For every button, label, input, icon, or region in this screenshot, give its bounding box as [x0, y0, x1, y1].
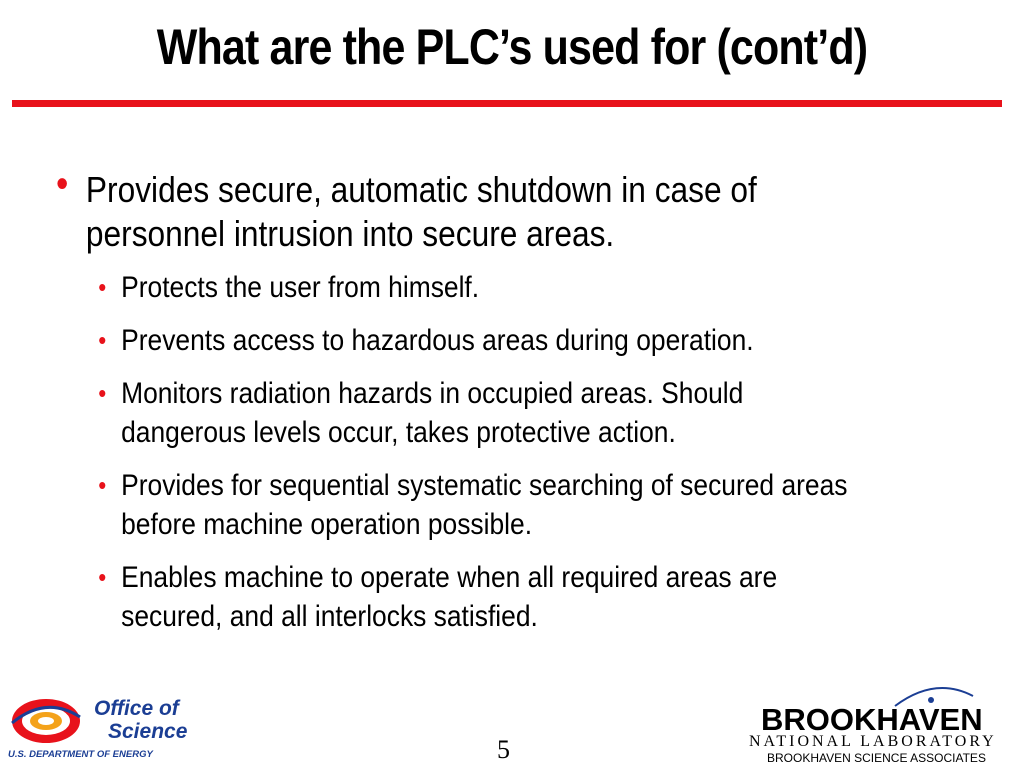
doe-swirl-icon	[12, 699, 80, 743]
sub-bullet	[98, 374, 865, 452]
sub-bullet	[98, 558, 865, 636]
bullet-list	[56, 162, 866, 650]
bullet-marker: •	[98, 470, 107, 500]
bullet-marker: •	[98, 272, 107, 302]
bullet-marker: •	[98, 325, 107, 355]
office-of-science-logo	[6, 693, 216, 763]
science-associates-label: BROOKHAVEN SCIENCE ASSOCIATES	[767, 751, 986, 765]
sub-bullet-text: Enables machine to operate when all required areas are secured, and all interlocks satisfied.	[121, 561, 778, 633]
sub-bullet-text: Monitors radiation hazards in occupied areas. Should dangerous levels occur, takes protective action.	[121, 377, 744, 449]
science-label: Science	[108, 720, 188, 743]
bullet-marker: •	[98, 378, 107, 408]
brookhaven-wordmark: BROOKHAVEN	[761, 702, 983, 737]
sub-bullet-text: Provides for sequential systematic searching of secured areas before machine operation possible.	[121, 469, 848, 541]
page-number: 5	[497, 735, 510, 764]
bullet-marker: •	[98, 562, 107, 592]
slide-title: What are the PLC’s used for (cont’d)	[156, 19, 868, 75]
national-laboratory-label: NATIONAL LABORATORY	[749, 733, 997, 750]
doe-label: U.S. DEPARTMENT OF ENERGY	[8, 749, 153, 760]
office-of-label: Office of	[94, 697, 179, 720]
sub-bullet-text: Protects the user from himself.	[121, 271, 480, 304]
title-underline	[12, 100, 1002, 107]
sub-bullet	[98, 268, 865, 307]
bullet-marker: •	[56, 162, 69, 206]
sub-bullet-text: Prevents access to hazardous areas during operation.	[121, 324, 754, 357]
brookhaven-logo	[745, 684, 1010, 766]
main-bullet-text: Provides secure, automatic shutdown in case of personnel intrusion into secure areas.	[85, 169, 757, 254]
sub-bullet	[98, 466, 865, 544]
main-bullet	[56, 162, 866, 256]
sub-bullet	[98, 321, 865, 360]
